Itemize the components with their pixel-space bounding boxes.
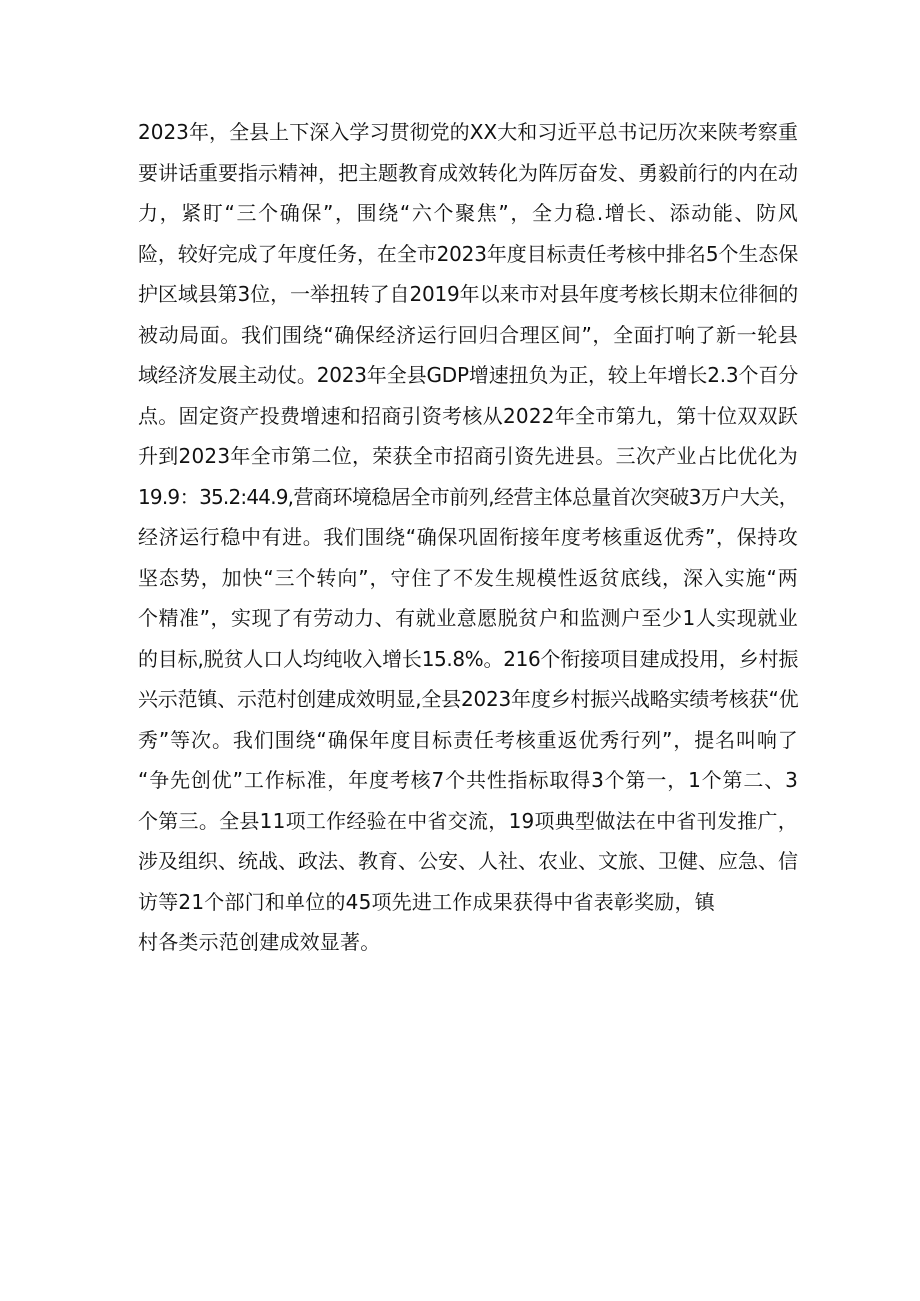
text-line-11: 经济运行稳中有进。我们围绕“确保巩固衔接年度考核重返优秀”，保持攻 xyxy=(138,525,798,549)
text-line-12: 坚态势，加快“三个转向”，守住了不发生规模性返贫底线，深入实施“两 xyxy=(138,565,798,590)
text-line-14: 的目标,脱贫人口人均纯收入增长15.8%。216个衔接项目建成投用，乡村振 xyxy=(138,646,798,671)
text-line-2: 要讲话重要指示精神，把主题教育成效转化为阵厉奋发、勇毅前行的内在动 xyxy=(138,160,798,185)
text-line-5: 护区域县第3位，一举扭转了自2019年以来市对县年度考核长期末位徘徊的 xyxy=(138,282,798,306)
text-line-7: 域经济发展主动仗。2023年全县GDP增速扭负为正，较上年增长2.3个百分 xyxy=(138,363,798,387)
text-line-1: 2023年，全县上下深入学习贯彻党的XX大和习近平总书记历次来陕考察重 xyxy=(138,120,798,144)
text-line-3: 力，紧盯“三个确保”，围绕“六个聚焦”，全力稳.增长、添动能、防风 xyxy=(138,201,798,225)
text-line-10: 19.9：35.2:44.9,营商环境稳居全市前列,经营主体总量首次突破3万户大关， xyxy=(138,484,798,509)
text-line-16: 秀”等次。我们围绕“确保年度目标责任考核重返优秀行列”，提名叫响了 xyxy=(138,727,798,752)
text-line-9: 升到2023年全市第二位，荣获全市招商引资先进县。三次产业占比优化为 xyxy=(138,444,798,468)
body-paragraph xyxy=(138,112,798,963)
text-line-13: 个精准”，实现了有劳动力、有就业意愿脱贫户和监测户至少1人实现就业 xyxy=(138,606,798,630)
text-line-8: 点。固定资产投费增速和招商引资考核从2022年全市第九，第十位双双跃 xyxy=(138,403,798,428)
text-line-21: 村各类示范创建成效显著。 xyxy=(138,930,381,954)
text-line-19: 涉及组织、统战、政法、教育、公安、人社、农业、文旅、卫健、应急、信 xyxy=(138,849,798,873)
text-line-6: 被动局面。我们围绕“确保经济运行回归合理区间”，全面打响了新一轮县 xyxy=(138,322,798,347)
text-line-15: 兴示范镇、示范村创建成效明显,全县2023年度乡村振兴战略实绩考核获“优 xyxy=(138,687,799,711)
text-line-20: 访等21个部门和单位的45项先进工作成果获得中省表彰奖励，镇 xyxy=(138,889,715,914)
text-line-18: 个第三。全县11项工作经验在中省交流，19项典型做法在中省刊发推广， xyxy=(138,808,798,833)
text-line-4: 险，较好完成了年度任务，在全市2023年度目标责任考核中排名5个生态保 xyxy=(138,241,798,266)
text-line-17: “争先创优”工作标准，年度考核7个共性指标取得3个第一，1个第二、3 xyxy=(138,768,798,792)
